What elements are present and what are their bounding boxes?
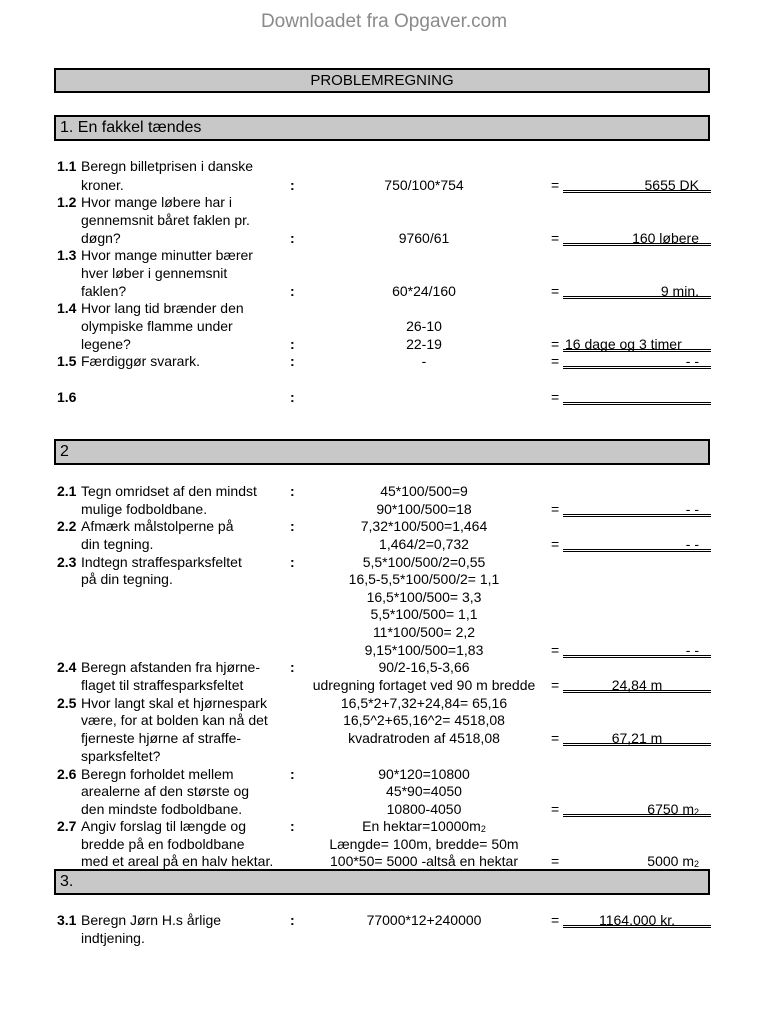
- question-label: 1.2: [57, 194, 77, 210]
- question-text: gennemsnit båret faklen pr.: [81, 212, 250, 228]
- answer-field[interactable]: - -: [563, 642, 711, 658]
- question-label: 1.6: [57, 389, 77, 405]
- calculation: 5,5*100/500= 1,1: [370, 606, 478, 622]
- colon: :: [290, 518, 295, 534]
- question-text: Indtegn straffesparksfeltet: [81, 554, 242, 570]
- answer-field[interactable]: 1164.000 kr.: [563, 912, 711, 928]
- question-text: Beregn Jørn H.s årlige: [81, 912, 222, 928]
- calculation: 5,5*100/500/2=0,55: [362, 554, 486, 570]
- calculation: 750/100*754: [384, 177, 464, 193]
- question-text: Hvor langt skal et hjørnespark: [81, 695, 267, 711]
- colon: :: [290, 554, 295, 570]
- question-label: 1.5: [57, 353, 77, 369]
- unit-exponent: 2: [480, 824, 486, 834]
- equals: =: [551, 677, 560, 693]
- calculation: 90/2-16,5-3,66: [378, 659, 470, 675]
- calculation: 77000*12+240000: [366, 912, 482, 928]
- answer-field[interactable]: [563, 389, 711, 405]
- calculation: -: [421, 353, 427, 369]
- question-text: Hvor mange minutter bærer: [81, 247, 253, 263]
- answer-value: 6750 m: [647, 801, 694, 817]
- colon: :: [290, 818, 295, 834]
- question-text: arealerne af den største og: [81, 783, 250, 799]
- question-label: 1.3: [57, 247, 77, 263]
- answer-field[interactable]: 24,84 m: [563, 677, 711, 693]
- colon: :: [290, 912, 295, 928]
- answer-field[interactable]: 160 løbere: [563, 230, 711, 246]
- calculation-text: En hektar=10000m: [362, 818, 481, 834]
- unit-exponent: 2: [693, 859, 699, 869]
- equals: =: [551, 389, 560, 405]
- colon: :: [290, 659, 295, 675]
- answer-field[interactable]: - -: [563, 501, 711, 517]
- question-label: 1.4: [57, 300, 77, 316]
- answer-field[interactable]: 16 dage og 3 timer: [563, 336, 711, 352]
- calculation: 16,5*100/500= 3,3: [366, 589, 482, 605]
- question-label: 3.1: [57, 912, 77, 928]
- colon: :: [290, 483, 295, 499]
- calculation: 9760/61: [398, 230, 450, 246]
- calculation: 100*50= 5000 -altså en hektar: [330, 853, 518, 869]
- calculation: 16,5^2+65,16^2= 4518,08: [343, 712, 505, 728]
- question-text: være, for at bolden kan nå det: [81, 712, 268, 728]
- calculation: 1,464/2=0,732: [379, 536, 469, 552]
- colon: :: [290, 283, 295, 299]
- calculation: 26-10: [406, 318, 442, 334]
- calculation: 7,32*100/500=1,464: [360, 518, 488, 534]
- watermark: Downloadet fra Opgaver.com: [260, 11, 508, 32]
- equals: =: [551, 283, 560, 299]
- answer-field[interactable]: [563, 801, 711, 817]
- question-text: Hvor mange løbere har i: [81, 194, 232, 210]
- calculation: 90*120=10800: [378, 766, 470, 782]
- question-text: døgn?: [81, 230, 121, 246]
- equals: =: [551, 501, 560, 517]
- equals: =: [551, 730, 560, 746]
- question-text: Beregn forholdet mellem: [81, 766, 234, 782]
- calculation: udregning fortaget ved 90 m bredde: [312, 677, 536, 693]
- calculation: [300, 818, 548, 834]
- question-text: hver løber i gennemsnit: [81, 265, 228, 281]
- calculation: 90*100/500=18: [376, 501, 472, 517]
- question-label: 2.6: [57, 766, 77, 782]
- answer-field[interactable]: 9 min.: [563, 283, 711, 299]
- equals: =: [551, 336, 560, 352]
- question-text: mulige fodboldbane.: [81, 501, 208, 517]
- question-label: 2.5: [57, 695, 77, 711]
- question-text: sparksfeltet?: [81, 748, 161, 764]
- question-label: 2.4: [57, 659, 77, 675]
- question-text: Angiv forslag til længde og: [81, 818, 246, 834]
- colon: :: [290, 389, 295, 405]
- calculation: 45*90=4050: [386, 783, 462, 799]
- equals: =: [551, 230, 560, 246]
- section-2-header: 2: [54, 439, 710, 465]
- colon: :: [290, 766, 295, 782]
- colon: :: [290, 230, 295, 246]
- colon: :: [290, 177, 295, 193]
- calculation: 16,5-5,5*100/500/2= 1,1: [348, 571, 500, 587]
- question-text: den mindste fodboldbane.: [81, 801, 243, 817]
- page-title: PROBLEMREGNING: [54, 68, 710, 93]
- equals: =: [551, 536, 560, 552]
- question-text: faklen?: [81, 283, 127, 299]
- answer-value: 5000 m: [647, 853, 694, 869]
- colon: :: [290, 336, 295, 352]
- section-1-header: 1. En fakkel tændes: [54, 115, 710, 141]
- question-text: på din tegning.: [81, 571, 173, 587]
- answer-field[interactable]: - -: [563, 353, 711, 369]
- question-text: legene?: [81, 336, 131, 352]
- question-text: med et areal på en halv hektar.: [81, 853, 274, 869]
- equals: =: [551, 642, 560, 658]
- question-text: kroner.: [81, 177, 124, 193]
- question-text: bredde på en fodboldbane: [81, 836, 245, 852]
- question-text: Hvor lang tid brænder den: [81, 300, 244, 316]
- section-3-header: 3.: [54, 869, 710, 895]
- answer-field[interactable]: 5655 DK: [563, 177, 711, 193]
- answer-field[interactable]: [563, 853, 711, 869]
- question-label: 2.3: [57, 554, 77, 570]
- calculation: 45*100/500=9: [380, 483, 468, 499]
- calculation: 10800-4050: [386, 801, 462, 817]
- equals: =: [551, 801, 560, 817]
- question-label: 2.2: [57, 518, 77, 534]
- question-text: Beregn afstanden fra hjørne-: [81, 659, 260, 675]
- answer-field[interactable]: - -: [563, 536, 711, 552]
- calculation: 60*24/160: [392, 283, 456, 299]
- question-text: Beregn billetprisen i danske: [81, 158, 253, 174]
- question-text: flaget til straffesparksfeltet: [81, 677, 244, 693]
- calculation: kvadratroden af 4518,08: [348, 730, 500, 746]
- calculation: 16,5*2+7,32+24,84= 65,16: [340, 695, 508, 711]
- question-label: 1.1: [57, 158, 77, 174]
- question-text: Afmærk målstolperne på: [81, 518, 234, 534]
- answer-field[interactable]: 67,21 m: [563, 730, 711, 746]
- colon: :: [290, 353, 295, 369]
- calculation: Længde= 100m, bredde= 50m: [329, 836, 519, 852]
- question-text: Færdiggør svarark.: [81, 353, 201, 369]
- equals: =: [551, 353, 560, 369]
- question-text: Tegn omridset af den mindst: [81, 483, 257, 499]
- calculation: 11*100/500= 2,2: [372, 624, 476, 640]
- calculation: 22-19: [406, 336, 442, 352]
- equals: =: [551, 853, 560, 869]
- unit-exponent: 2: [693, 807, 699, 817]
- question-label: 2.1: [57, 483, 77, 499]
- question-text: indtjening.: [81, 930, 145, 946]
- question-text: din tegning.: [81, 536, 154, 552]
- question-text: olympiske flamme under: [81, 318, 233, 334]
- question-label: 2.7: [57, 818, 77, 834]
- question-text: fjerneste hjørne af straffe-: [81, 730, 242, 746]
- calculation: 9,15*100/500=1,83: [364, 642, 484, 658]
- equals: =: [551, 177, 560, 193]
- equals: =: [551, 912, 560, 928]
